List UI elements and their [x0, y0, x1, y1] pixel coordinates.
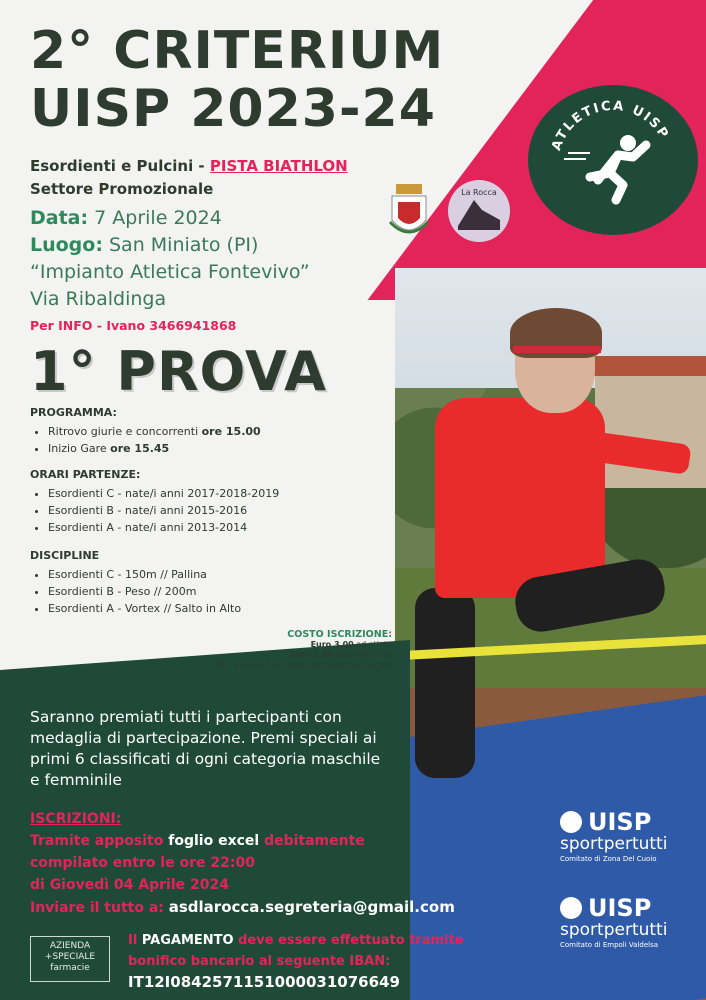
event-place: Luogo: San Miniato (PI)	[30, 234, 259, 256]
email-link[interactable]: asdlarocca.segreteria@gmail.com	[168, 898, 455, 916]
title-line-2: UISP 2023-24	[30, 79, 436, 139]
list-item: • Esordienti A - nate/i anni 2013-2014	[48, 519, 279, 536]
comune-crest-icon	[388, 182, 430, 242]
uisp-ball-icon	[560, 811, 582, 833]
svg-text:La Rocca: La Rocca	[461, 188, 497, 197]
event-date: Data: 7 Aprile 2024	[30, 207, 222, 229]
pagamento-section: Il PAGAMENTO deve essere effettuato tramite bonifico bancario al seguente IBAN: IT12I0842571151000031076649	[128, 930, 548, 993]
list-item: • Esordienti C - nate/i anni 2017-2018-2019	[48, 485, 279, 502]
la-rocca-icon	[448, 180, 510, 242]
orari-section: ORARI PARTENZE: • Esordienti C - nate/i anni 2017-2018-2019 • Esordienti B - nate/i anni 2015-2016 • Esordienti A - nate/i anni 2013-2014	[30, 468, 279, 536]
azienda-farmacie-logo: AZIENDA +SPECIALE farmacie	[30, 936, 110, 982]
iban: IT12I0842571151000031076649	[128, 973, 400, 991]
list-item: • Esordienti C - 150m // Pallina	[48, 566, 241, 583]
event-venue: “Impianto Atletica Fontevivo”	[30, 261, 310, 283]
atletica-uisp-logo	[528, 85, 698, 235]
premi-text: Saranno premiati tutti i partecipanti con medaglia di partecipazione. Premi speciali ai primi 6 classificati di ogni categoria maschile e femminile	[30, 708, 381, 789]
discipline-section: DISCIPLINE • Esordienti C - 150m // Pallina • Esordienti B - Peso // 200m • Esordienti A - Vortex // Salto in Alto	[30, 549, 241, 617]
uisp-ball-icon	[560, 897, 582, 919]
title-line-1: 2° CRITERIUM	[30, 21, 445, 81]
event-info	[30, 205, 310, 313]
costo-iscrizione: COSTO ISCRIZIONE: Euro 3,00 ad atleta Euro 2,00 Tesserati UISP Non verranno accettate iscrizioni sul Campo	[214, 629, 392, 669]
contact-info: Per INFO - Ivano 3466941868	[30, 318, 237, 333]
prova-heading: 1° PROVA	[30, 340, 327, 403]
page-title	[30, 22, 444, 138]
subtitle-line-1: Esordienti e Pulcini - PISTA BIATHLON	[30, 157, 348, 175]
runner-icon	[528, 85, 698, 235]
event-street: Via Ribaldinga	[30, 288, 167, 310]
la-rocca-logo	[448, 180, 510, 242]
uisp-logo-cuoio: UISP sportpertutti Comitato di Zona Del Cuoio	[560, 808, 668, 863]
list-item: • Esordienti B - nate/i anni 2015-2016	[48, 502, 279, 519]
programma-section: PROGRAMMA: • Ritrovo giurie e concorrenti ore 15.00 • Inizio Gare ore 15.45	[30, 406, 261, 457]
svg-text:ATLETICA UISP: ATLETICA UISP	[549, 98, 672, 153]
list-item: • Inizio Gare ore 15.45	[48, 440, 261, 457]
subtitle-line-2: Settore Promozionale	[30, 180, 214, 198]
uisp-logo-empoli: UISP sportpertutti Comitato di Empoli Valdelsa	[560, 894, 668, 949]
pista-biathlon-link[interactable]: PISTA BIATHLON	[209, 157, 348, 175]
list-item: • Esordienti A - Vortex // Salto in Alto	[48, 600, 241, 617]
iscrizioni-section: ISCRIZIONI: Tramite apposito foglio excel debitamente compilato entro le ore 22:00 di Giovedì 04 Aprile 2024 Inviare il tutto a: asdlarocca.segreteria@gmail.com	[30, 811, 455, 916]
list-item: • Esordienti B - Peso // 200m	[48, 583, 241, 600]
list-item: • Ritrovo giurie e concorrenti ore 15.00	[48, 423, 261, 440]
